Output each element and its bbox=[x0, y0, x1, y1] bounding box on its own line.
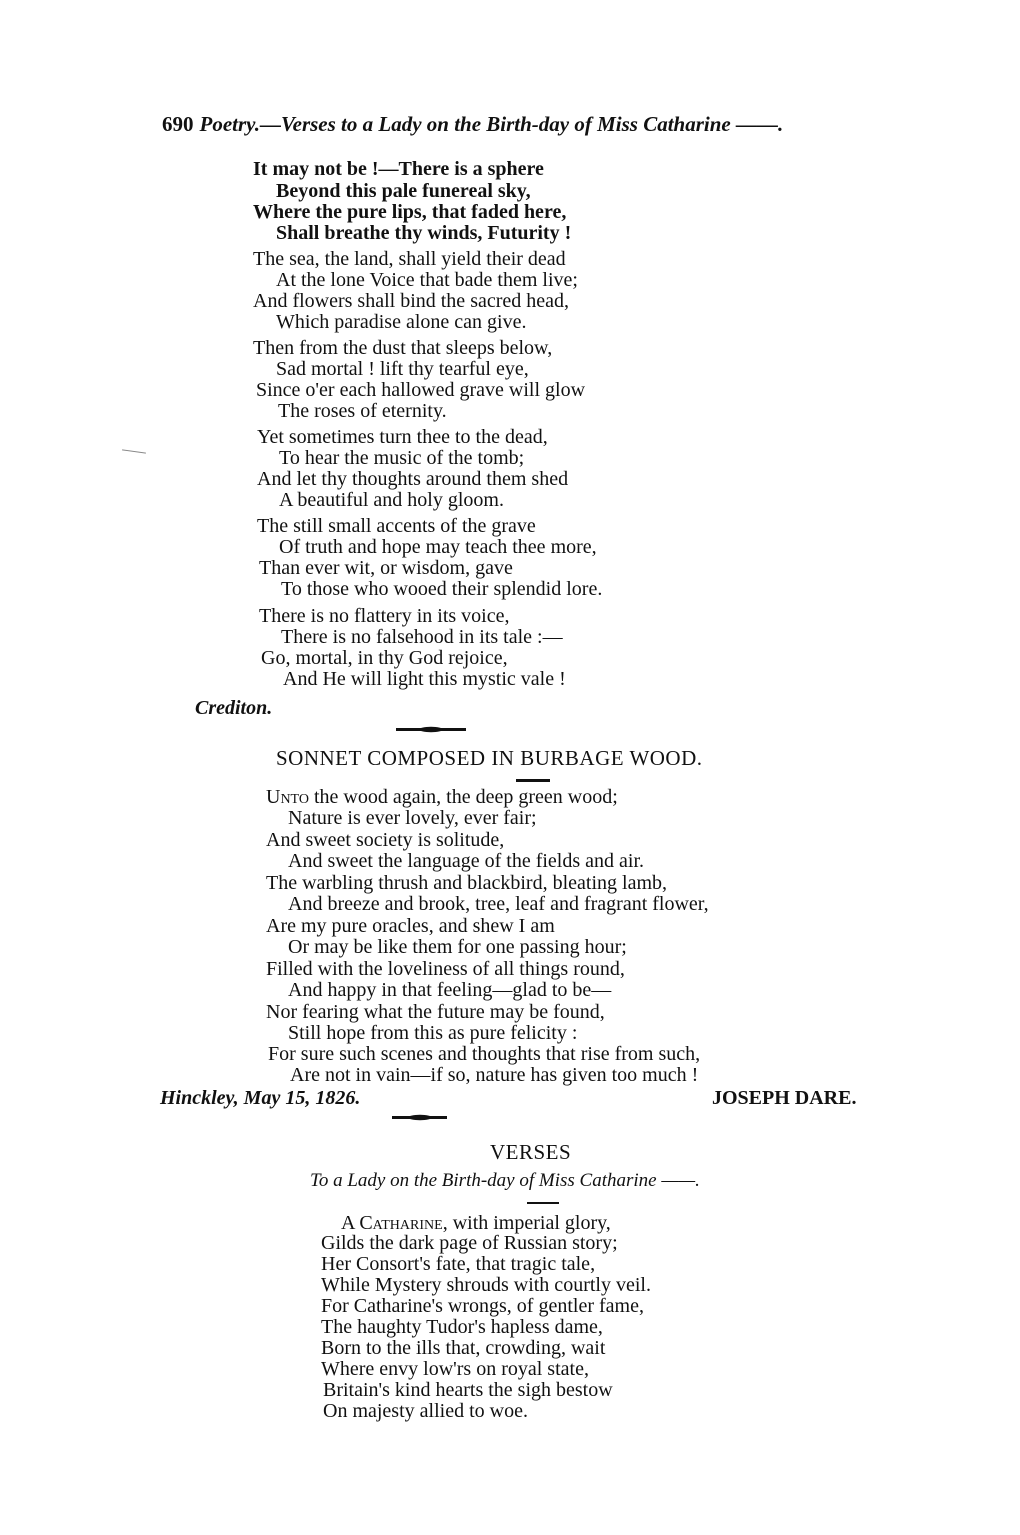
sonnet-line: For sure such scenes and thoughts that rise from such, bbox=[268, 1043, 701, 1065]
poem-line: To those who wooed their splendid lore. bbox=[281, 578, 603, 600]
sonnet-line: Are not in vain—if so, nature has given too much ! bbox=[290, 1064, 699, 1086]
sonnet-line: Unto the wood again, the deep green wood; bbox=[266, 786, 618, 808]
short-rule bbox=[527, 1202, 559, 1204]
verse-line: Her Consort's fate, that tragic tale, bbox=[321, 1253, 596, 1275]
verse-line: Where envy low'rs on royal state, bbox=[321, 1358, 589, 1380]
verse-line: For Catharine's wrongs, of gentler fame, bbox=[321, 1295, 644, 1317]
verse-line: Gilds the dark page of Russian story; bbox=[321, 1232, 618, 1254]
poem-line: Of truth and hope may teach thee more, bbox=[279, 536, 597, 558]
running-head-text: Poetry.—Verses to a Lady on the Birth-day of Miss Catharine ——. bbox=[199, 112, 784, 136]
verse-line: A Catharine, with imperial glory, bbox=[341, 1212, 611, 1234]
sonnet-line: Filled with the loveliness of all things round, bbox=[266, 958, 625, 980]
poem-line: The sea, the land, shall yield their dead bbox=[253, 248, 566, 270]
sonnet-line: And sweet the language of the fields and air. bbox=[288, 850, 644, 872]
poem-line: And let thy thoughts around them shed bbox=[257, 468, 569, 490]
poem-line: It may not be !—There is a sphere bbox=[253, 158, 544, 180]
verse-line: Britain's kind hearts the sigh bestow bbox=[323, 1379, 613, 1401]
sonnet-line: And breeze and brook, tree, leaf and fragrant flower, bbox=[288, 893, 709, 915]
page-number: 690 bbox=[162, 112, 194, 136]
place-date: Hinckley, May 15, 1826. bbox=[160, 1087, 361, 1109]
verse-line: While Mystery shrouds with courtly veil. bbox=[321, 1274, 651, 1296]
sonnet-line: Nature is ever lovely, ever fair; bbox=[288, 807, 537, 829]
sonnet-line: And sweet society is solitude, bbox=[266, 829, 505, 851]
sonnet-line: Or may be like them for one passing hour; bbox=[288, 936, 627, 958]
sonnet-line: The warbling thrush and blackbird, bleating lamb, bbox=[266, 872, 668, 894]
poem-line: Which paradise alone can give. bbox=[276, 311, 527, 333]
first-word: Unto bbox=[266, 786, 309, 808]
sonnet-line: Still hope from this as pure felicity : bbox=[288, 1022, 578, 1044]
poem-line: At the lone Voice that bade them live; bbox=[276, 269, 578, 291]
poem-line: And He will light this mystic vale ! bbox=[283, 668, 566, 690]
margin-mark bbox=[122, 449, 146, 453]
poem-line: Then from the dust that sleeps below, bbox=[253, 337, 553, 359]
poem-line: And flowers shall bind the sacred head, bbox=[253, 290, 570, 312]
poem-line: The still small accents of the grave bbox=[257, 515, 536, 537]
poem-line: A beautiful and holy gloom. bbox=[279, 489, 504, 511]
poem-line: The roses of eternity. bbox=[278, 400, 447, 422]
verse-line: Born to the ills that, crowding, wait bbox=[321, 1337, 606, 1359]
sonnet-line: Nor fearing what the future may be found, bbox=[266, 1001, 605, 1023]
verses-title: VERSES bbox=[490, 1140, 572, 1164]
verse-line: On majesty allied to woe. bbox=[323, 1400, 528, 1422]
poem-line: Since o'er each hallowed grave will glow bbox=[256, 379, 586, 401]
poem-line: Yet sometimes turn thee to the dead, bbox=[257, 426, 548, 448]
poem-line: Shall breathe thy winds, Futurity ! bbox=[276, 222, 572, 244]
running-head bbox=[162, 112, 783, 137]
sonnet-line: Are my pure oracles, and shew I am bbox=[266, 915, 555, 937]
poem-line: There is no flattery in its voice, bbox=[259, 605, 510, 627]
poem-line: Than ever wit, or wisdom, gave bbox=[259, 557, 513, 579]
verses-subtitle: To a Lady on the Birth-day of Miss Catharine ——. bbox=[310, 1170, 700, 1191]
poem-line: To hear the music of the tomb; bbox=[279, 447, 525, 469]
first-word: Catharine bbox=[359, 1212, 443, 1234]
sonnet-title: SONNET COMPOSED IN BURBAGE WOOD. bbox=[276, 746, 703, 770]
short-rule bbox=[516, 779, 550, 782]
author-signature: JOSEPH DARE. bbox=[712, 1087, 857, 1109]
sonnet-line: And happy in that feeling—glad to be— bbox=[288, 979, 612, 1001]
verse-line: The haughty Tudor's hapless dame, bbox=[321, 1316, 603, 1338]
poem-line: Go, mortal, in thy God rejoice, bbox=[261, 647, 508, 669]
poem-line: There is no falsehood in its tale :— bbox=[281, 626, 563, 648]
poem-line: Where the pure lips, that faded here, bbox=[253, 201, 567, 223]
poem-line: Beyond this pale funereal sky, bbox=[276, 180, 531, 202]
poem-line: Sad mortal ! lift thy tearful eye, bbox=[276, 358, 529, 380]
place-crediton: Crediton. bbox=[195, 697, 273, 719]
